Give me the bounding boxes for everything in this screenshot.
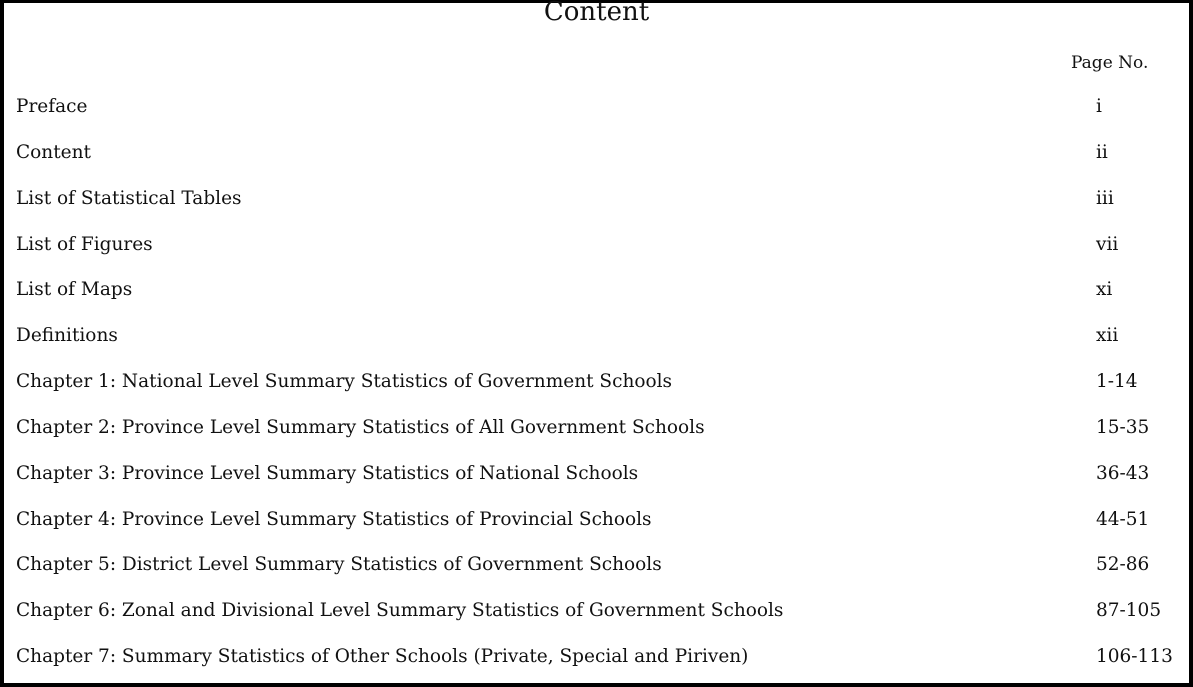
toc-entry bbox=[0, 184, 1193, 214]
toc-entry-page: 15-35 bbox=[1096, 417, 1150, 438]
toc-entry bbox=[0, 275, 1193, 305]
toc-entry-label: Chapter 5: District Level Summary Statistics of Government Schools bbox=[16, 554, 662, 575]
toc-entry-label: Chapter 4: Province Level Summary Statistics of Provincial Schools bbox=[16, 509, 652, 530]
toc-entry-page: iii bbox=[1096, 188, 1114, 209]
toc-entry-label: List of Figures bbox=[16, 234, 153, 255]
toc-entry-page: vii bbox=[1096, 234, 1119, 255]
toc-entry-page: 44-51 bbox=[1096, 509, 1150, 530]
toc-entry-page: 87-105 bbox=[1096, 600, 1162, 621]
page-number-header: Page No. bbox=[1071, 53, 1149, 73]
toc-entry-page: xii bbox=[1096, 325, 1119, 346]
toc-entry bbox=[0, 367, 1193, 397]
toc-entry-label: Chapter 6: Zonal and Divisional Level Summary Statistics of Government Schools bbox=[16, 600, 784, 621]
page-title: Content bbox=[543, 0, 650, 27]
toc-entry-label: Content bbox=[16, 142, 91, 163]
toc-entry bbox=[0, 596, 1193, 626]
toc-entry-page: xi bbox=[1096, 279, 1113, 300]
toc-entry bbox=[0, 230, 1193, 260]
toc-entry-label: Chapter 1: National Level Summary Statistics of Government Schools bbox=[16, 371, 673, 392]
toc-entry-label: List of Statistical Tables bbox=[16, 188, 242, 209]
toc-entry-label: Chapter 2: Province Level Summary Statistics of All Government Schools bbox=[16, 417, 705, 438]
toc-entry bbox=[0, 550, 1193, 580]
toc-entry-label: Chapter 7: Summary Statistics of Other Schools (Private, Special and Piriven) bbox=[16, 646, 749, 667]
toc-entry bbox=[0, 459, 1193, 489]
toc-entry-page: 106-113 bbox=[1096, 646, 1173, 667]
toc-entry bbox=[0, 413, 1193, 443]
toc-entry bbox=[0, 505, 1193, 535]
toc-entry-page: ii bbox=[1096, 142, 1108, 163]
toc-entry-page: 1-14 bbox=[1096, 371, 1138, 392]
toc-entry-page: 36-43 bbox=[1096, 463, 1150, 484]
toc-entry-label: Preface bbox=[16, 96, 88, 117]
toc-entry-label: List of Maps bbox=[16, 279, 133, 300]
toc-entry-page: i bbox=[1096, 96, 1102, 117]
toc-entry bbox=[0, 642, 1193, 672]
toc-entry-label: Definitions bbox=[16, 325, 118, 346]
toc-entry-label: Chapter 3: Province Level Summary Statistics of National Schools bbox=[16, 463, 639, 484]
toc-entry-page: 52-86 bbox=[1096, 554, 1150, 575]
toc-entry bbox=[0, 92, 1193, 122]
toc-entry bbox=[0, 138, 1193, 168]
toc-entry bbox=[0, 321, 1193, 351]
